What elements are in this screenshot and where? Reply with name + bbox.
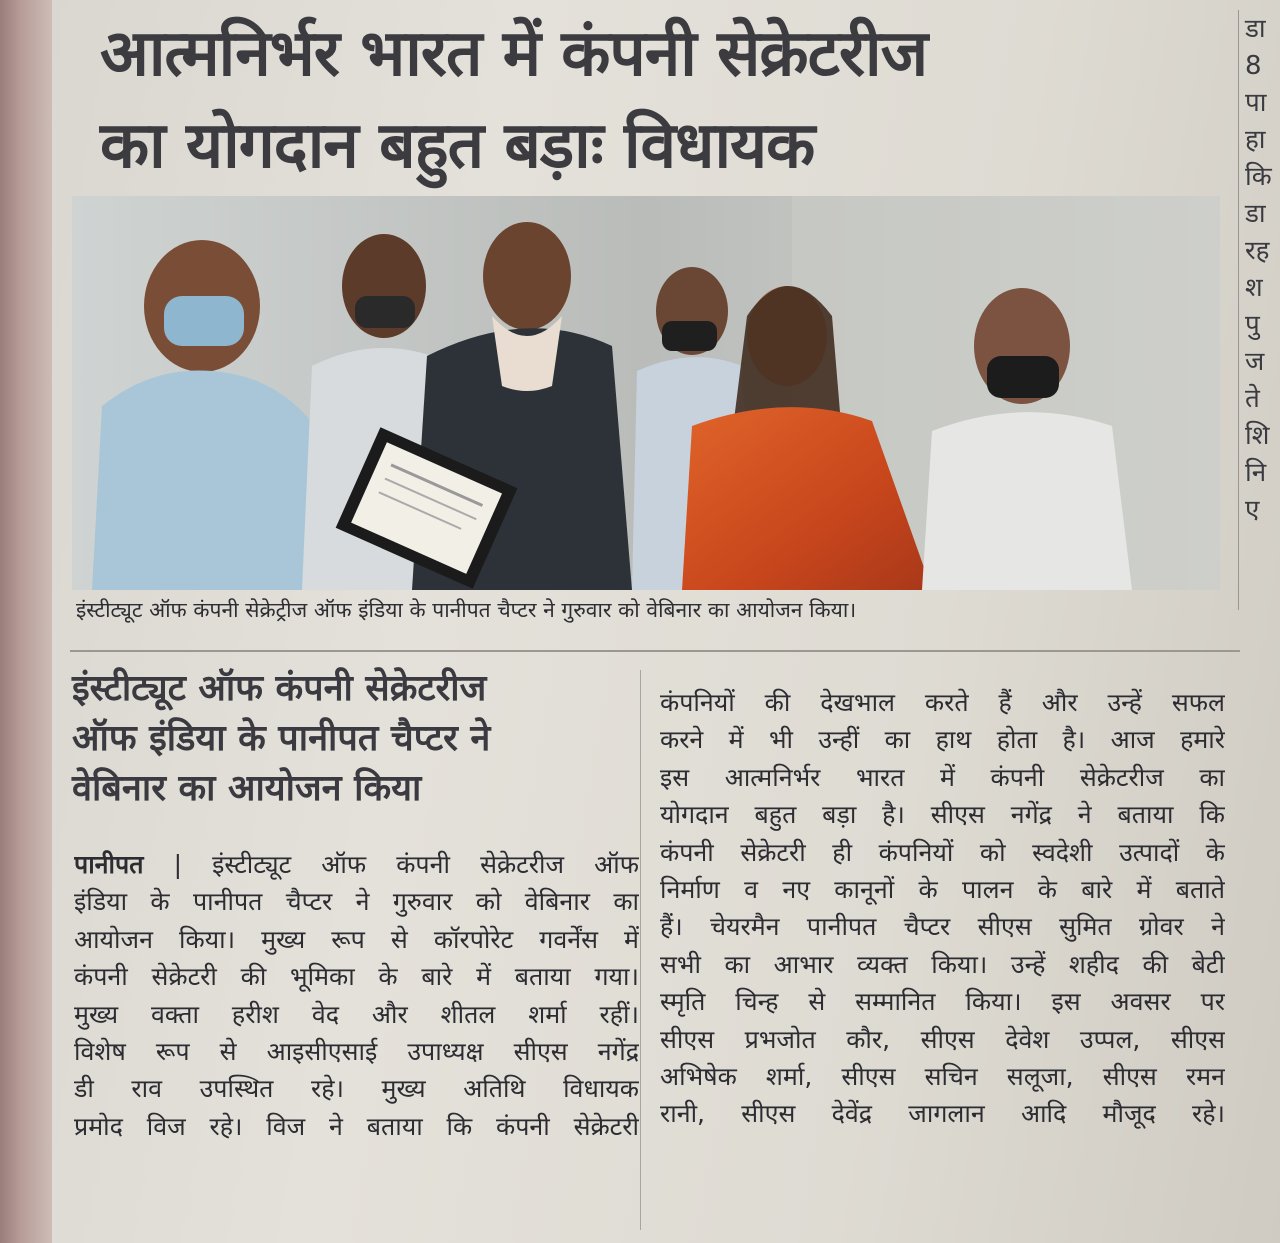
adjacent-fragment: रह <box>1245 236 1270 266</box>
adjacent-fragment: हा <box>1245 125 1266 155</box>
adjacent-fragment: ज <box>1245 347 1265 377</box>
article-line: कंपनी सेक्रेटरी की भूमिका के बारे में बताया गया। <box>74 962 639 992</box>
article-line: मुख्य वक्ता हरीश वेद और शीतल शर्मा रहीं। <box>74 999 639 1029</box>
page-edge <box>0 0 52 1243</box>
article-subhead <box>72 664 632 814</box>
headline-line-1: आत्मनिर्भर भारत में कंपनी सेक्रेटरीज <box>100 17 928 91</box>
article-line: हैं। चेयरमैन पानीपत चैप्टर सीएस सुमित ग्रोवर ने <box>660 912 1225 942</box>
article-line: प्रमोद विज रहे। विज ने बताया कि कंपनी सेक्रेटरी <box>74 1111 639 1141</box>
adjacent-fragment: कि <box>1245 162 1272 192</box>
section-divider <box>70 650 1240 652</box>
adjacent-fragment: ए <box>1245 495 1260 525</box>
dateline: पानीपत <box>74 850 144 879</box>
headline-line-2: का योगदान बहुत बड़ाः विधायक <box>100 109 815 183</box>
adjacent-fragment: डा <box>1245 14 1266 44</box>
article-line: आयोजन किया। मुख्य रूप से कॉरपोरेट गवर्नेंस में <box>74 924 639 954</box>
article-line: निर्माण व नए कानूनों के पालन के बारे में बताते <box>660 875 1225 905</box>
adjacent-fragment: डा <box>1245 199 1266 229</box>
column-divider <box>640 670 641 1230</box>
adjacent-fragment: नि <box>1245 458 1267 488</box>
article-line: कंपनी सेक्रेटरी ही कंपनियों को स्वदेशी उत्पादों के <box>660 837 1225 867</box>
adjacent-fragment: 8 <box>1245 51 1262 81</box>
article-line: पानीपत | इंस्टीट्यूट ऑफ कंपनी सेक्रेटरीज ऑफ <box>74 850 639 879</box>
article-line: कंपनियों की देखभाल करते हैं और उन्हें सफल <box>660 688 1225 717</box>
article-line: स्मृति चिन्ह से सम्मानित किया। इस अवसर पर <box>660 987 1225 1017</box>
subhead-line: ऑफ इंडिया के पानीपत चैप्टर ने <box>72 718 491 759</box>
article-line: रानी, सीएस देवेंद्र जागलान आदि मौजूद रहे। <box>660 1099 1225 1129</box>
adjacent-fragment: शि <box>1245 421 1270 451</box>
news-photo <box>72 196 1220 590</box>
article-line: इस आत्मनिर्भर भारत में कंपनी सेक्रेटरीज का <box>660 762 1225 792</box>
adjacent-fragment: पु <box>1245 310 1260 340</box>
group-photo-illustration <box>72 196 1220 590</box>
article-line: योगदान बहुत बड़ा है। सीएस नगेंद्र ने बताया कि <box>660 800 1225 830</box>
article-column-2 <box>660 684 1225 1133</box>
headline <box>100 8 1220 192</box>
article-line: विशेष रूप से आइसीएसाई उपाध्यक्ष सीएस नगेंद्र <box>74 1037 639 1067</box>
subhead-line: इंस्टीट्यूट ऑफ कंपनी सेक्रेटरीज <box>72 668 487 709</box>
article-line: करने में भी उन्हीं का हाथ होता है। आज हमारे <box>660 725 1225 755</box>
article-line: इंडिया के पानीपत चैप्टर ने गुरुवार को वेबिनार का <box>74 887 639 917</box>
adjacent-fragment: ते <box>1245 384 1260 414</box>
adjacent-column-fragment <box>1238 10 1280 610</box>
adjacent-fragment: श <box>1245 273 1263 303</box>
subhead-line: वेबिनार का आयोजन किया <box>72 768 422 809</box>
adjacent-fragment: पा <box>1245 88 1267 118</box>
article-line: अभिषेक शर्मा, सीएस सचिन सलूजा, सीएस रमन <box>660 1062 1225 1092</box>
photo-caption: इंस्टीट्यूट ऑफ कंपनी सेक्रेट्रीज ऑफ इंडिया के पानीपत चैप्टर ने गुरुवार को वेबिनार का आयोजन किया। <box>76 598 857 622</box>
article-line: सभी का आभार व्यक्त किया। उन्हें शहीद की बेटी <box>660 949 1225 979</box>
article-line: डी राव उपस्थित रहे। मुख्य अतिथि विधायक <box>74 1074 639 1104</box>
article-column-1 <box>74 846 639 1145</box>
article-line-text: इंस्टीट्यूट ऑफ कंपनी सेक्रेटरीज ऑफ <box>212 850 639 879</box>
article-line: सीएस प्रभजोत कौर, सीएस देवेश उप्पल, सीएस <box>660 1024 1225 1054</box>
